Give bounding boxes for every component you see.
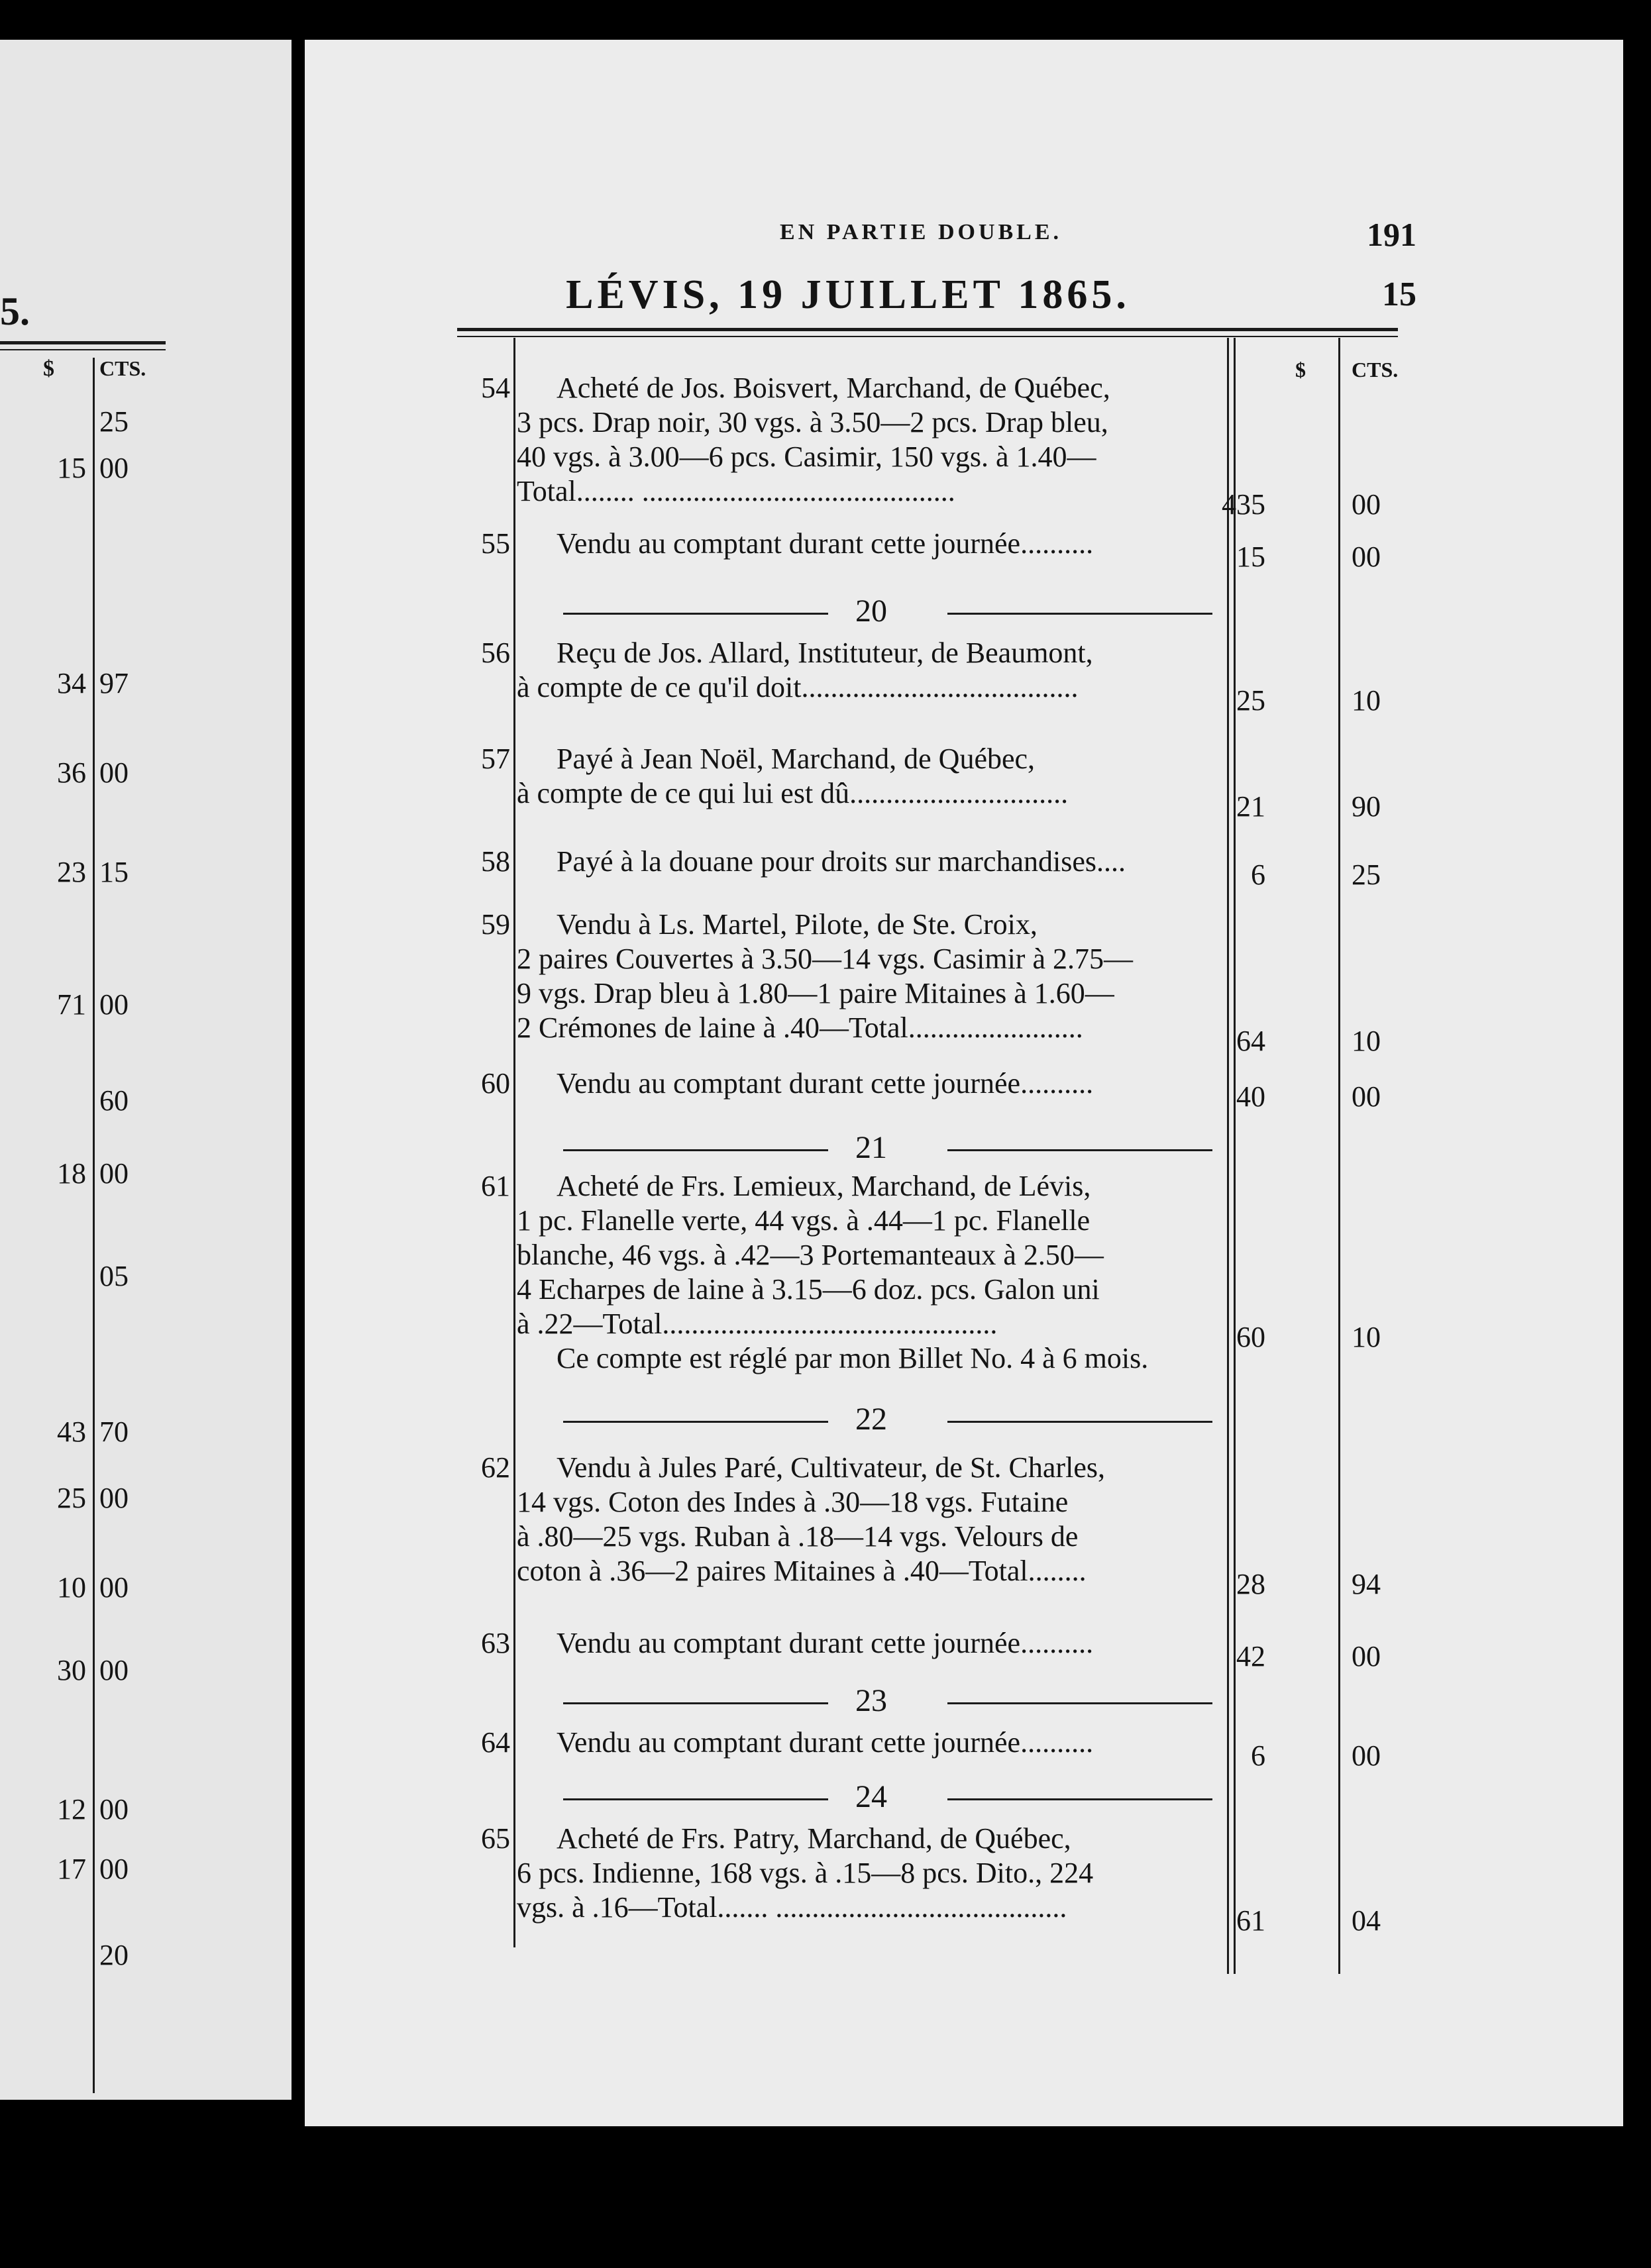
left-amount-dollars: 23: [57, 856, 86, 888]
entry-line: 4 Echarpes de laine à 3.15—6 doz. pcs. Galon uni: [517, 1272, 1100, 1306]
left-cents-heading: CTS.: [99, 356, 146, 380]
entry-line: vgs. à .16—Total....... ........................................: [517, 1890, 1067, 1924]
left-amount-cents: 05: [99, 1260, 129, 1292]
date-day: 22: [855, 1402, 887, 1437]
page-subtitle: EN PARTIE DOUBLE.: [779, 220, 1063, 244]
entry-number: 54: [481, 372, 510, 404]
left-amount-dollars: 36: [57, 756, 86, 789]
left-amount-dollars: 10: [57, 1571, 86, 1604]
left-page-header-fragment: 5.: [0, 289, 30, 333]
amount-dollars: 61: [1236, 1904, 1265, 1937]
date-separator: [523, 1401, 1219, 1441]
date-separator: [523, 593, 1219, 633]
left-amount-dollars: 71: [57, 988, 86, 1021]
entry-description: [517, 1726, 1232, 1760]
entry-number: 63: [481, 1627, 510, 1659]
entry-line: 9 vgs. Drap bleu à 1.80—1 paire Mitaines à 1.60—: [517, 976, 1114, 1009]
ledger-page: [305, 40, 1623, 2126]
entry-line: Payé à la douane pour droits sur marchandises....: [557, 845, 1126, 878]
amount-cents: 00: [1352, 541, 1381, 573]
text-column-rule: [513, 338, 515, 1947]
entry-line: Ce compte est réglé par mon Billet No. 4 à 6 mois.: [557, 1341, 1149, 1374]
amount-cents: 00: [1352, 1640, 1381, 1673]
amount-dollars: 21: [1236, 790, 1265, 823]
amount-dollars: 64: [1236, 1025, 1265, 1057]
entry-line: 1 pc. Flanelle verte, 44 vgs. à .44—1 pc. Flanelle: [517, 1204, 1091, 1237]
left-amount-cents: 15: [99, 856, 129, 888]
amount-cents: 00: [1352, 1739, 1381, 1772]
date-separator: [523, 1129, 1219, 1169]
entry-description: [517, 742, 1232, 811]
left-amount-dollars: 25: [57, 1482, 86, 1514]
left-amount-cents: 00: [99, 452, 129, 484]
left-amount-cents: 00: [99, 756, 129, 789]
entry-line: à compte de ce qui lui est dû..............................: [517, 776, 1069, 809]
entry-line: Acheté de Jos. Boisvert, Marchand, de Québec,: [557, 372, 1110, 404]
entry-line: Acheté de Frs. Patry, Marchand, de Québec,: [557, 1822, 1071, 1855]
cents-column-heading: CTS.: [1352, 358, 1399, 382]
entry-number: 56: [481, 637, 510, 669]
left-amount-cents: 00: [99, 988, 129, 1021]
entry-line: 2 paires Couvertes à 3.50—14 vgs. Casimir à 2.75—: [517, 942, 1133, 975]
entry-number: 62: [481, 1451, 510, 1484]
entry-number: 55: [481, 527, 510, 560]
date-separator-line: [947, 1149, 1212, 1151]
date-day: 21: [855, 1130, 887, 1165]
date-separator: [523, 1682, 1219, 1722]
entry-line: Acheté de Frs. Lemieux, Marchand, de Lévis,: [557, 1170, 1091, 1202]
entry-description: [517, 527, 1232, 561]
left-amount-cents: 60: [99, 1084, 129, 1117]
entry-number: 65: [481, 1822, 510, 1855]
date-separator-line: [947, 1702, 1212, 1704]
left-page-header-rule-2: [0, 349, 166, 350]
entry-line: Reçu de Jos. Allard, Instituteur, de Beaumont,: [557, 637, 1093, 669]
entry-description: [517, 636, 1232, 705]
entry-line: à .80—25 vgs. Ruban à .18—14 vgs. Velours de: [517, 1520, 1079, 1553]
date-day: 24: [855, 1779, 887, 1814]
left-amount-cents: 70: [99, 1416, 129, 1448]
folio-number: 15: [1382, 276, 1416, 313]
left-column-rule: [93, 358, 95, 2093]
left-amount-cents: 00: [99, 1793, 129, 1826]
entry-number: 61: [481, 1170, 510, 1202]
amount-cents: 00: [1352, 488, 1381, 521]
amount-column-rule-2: [1234, 338, 1236, 1974]
entry-line: Total........ ...........................................: [517, 474, 955, 507]
left-amount-dollars: 17: [57, 1853, 86, 1885]
entry-line: Vendu au comptant durant cette journée..........: [557, 1067, 1094, 1100]
left-amount-dollars: 18: [57, 1157, 86, 1190]
left-amount-cents: 00: [99, 1157, 129, 1190]
amount-cents: 25: [1352, 858, 1381, 891]
left-page-fragment: [0, 40, 292, 2100]
entry-description: [517, 845, 1232, 879]
left-dollar-heading: $: [43, 356, 54, 381]
amount-dollars: 28: [1236, 1568, 1265, 1600]
entry-line: Vendu à Jules Paré, Cultivateur, de St. Charles,: [557, 1451, 1105, 1484]
left-amount-cents: 00: [99, 1571, 129, 1604]
date-separator-line: [947, 1798, 1212, 1800]
date-separator-line: [947, 1421, 1212, 1423]
entry-number: 57: [481, 743, 510, 775]
entry-number: 59: [481, 908, 510, 941]
entry-line: à .22—Total..............................................: [517, 1307, 998, 1340]
left-amount-cents: 00: [99, 1654, 129, 1686]
entry-line: à compte de ce qu'il doit......................................: [517, 670, 1079, 703]
amount-cents: 94: [1352, 1568, 1381, 1600]
left-amount-dollars: 15: [57, 452, 86, 484]
amount-dollars: 60: [1236, 1321, 1265, 1353]
entry-number: 60: [481, 1067, 510, 1100]
entry-line: Payé à Jean Noël, Marchand, de Québec,: [557, 743, 1036, 775]
left-amount-dollars: 12: [57, 1793, 86, 1826]
entry-line: blanche, 46 vgs. à .42—3 Portemanteaux à 2.50—: [517, 1238, 1104, 1271]
amount-cents: 90: [1352, 790, 1381, 823]
date-day: 20: [855, 593, 887, 629]
entry-line: Vendu au comptant durant cette journée..........: [557, 1726, 1094, 1759]
entry-line: 6 pcs. Indienne, 168 vgs. à .15—8 pcs. Dito., 224: [517, 1856, 1094, 1889]
dollar-column-heading: $: [1295, 358, 1306, 382]
left-amount-cents: 20: [99, 1939, 129, 1971]
entry-line: coton à .36—2 paires Mitaines à .40—Total........: [517, 1554, 1087, 1587]
header-rule-thick: [457, 328, 1398, 331]
page-title: LÉVIS, 19 JUILLET 1865.: [566, 272, 1130, 317]
amount-cents: 10: [1352, 1025, 1381, 1057]
header-rule-thin: [457, 336, 1398, 337]
date-separator: [523, 1778, 1219, 1818]
left-amount-cents: 25: [99, 405, 129, 438]
left-page-header-rule: [0, 341, 166, 344]
amount-cents: 10: [1352, 684, 1381, 717]
amount-dollars: 40: [1236, 1080, 1265, 1113]
amount-dollars: 6: [1251, 1739, 1265, 1772]
left-amount-dollars: 43: [57, 1416, 86, 1448]
entry-line: Vendu au comptant durant cette journée..........: [557, 527, 1094, 560]
amount-cents: 04: [1352, 1904, 1381, 1937]
entry-description: [517, 1451, 1232, 1588]
date-separator-line: [947, 613, 1212, 615]
entry-number: 64: [481, 1726, 510, 1759]
entry-description: [517, 907, 1232, 1045]
entry-description: [517, 1626, 1232, 1661]
amount-dollars: 6: [1251, 858, 1265, 891]
left-amount-dollars: 30: [57, 1654, 86, 1686]
entry-description: [517, 1822, 1232, 1925]
amount-cents: 10: [1352, 1321, 1381, 1353]
entry-line: Vendu au comptant durant cette journée..........: [557, 1627, 1094, 1659]
entry-line: 14 vgs. Coton des Indes à .30—18 vgs. Futaine: [517, 1485, 1069, 1518]
amount-dollars: 15: [1236, 541, 1265, 573]
entry-description: [517, 371, 1232, 509]
entry-description: [517, 1066, 1232, 1101]
left-amount-cents: 00: [99, 1482, 129, 1514]
amount-dollars: 25: [1236, 684, 1265, 717]
amount-dollars: 435: [1222, 488, 1265, 521]
left-amount-cents: 97: [99, 667, 129, 699]
entry-line: Vendu à Ls. Martel, Pilote, de Ste. Croix,: [557, 908, 1038, 941]
entry-line: 2 Crémones de laine à .40—Total........................: [517, 1011, 1083, 1044]
cents-column-rule: [1338, 338, 1340, 1974]
entry-number: 58: [481, 845, 510, 878]
left-amount-cents: 00: [99, 1853, 129, 1885]
page-number: 191: [1367, 216, 1416, 253]
date-day: 23: [855, 1683, 887, 1718]
entry-line: 3 pcs. Drap noir, 30 vgs. à 3.50—2 pcs. Drap bleu,: [517, 405, 1108, 438]
entry-line: 40 vgs. à 3.00—6 pcs. Casimir, 150 vgs. à 1.40—: [517, 440, 1096, 473]
left-amount-dollars: 34: [57, 667, 86, 699]
entry-description: [517, 1169, 1232, 1375]
amount-dollars: 42: [1236, 1640, 1265, 1673]
amount-cents: 00: [1352, 1080, 1381, 1113]
